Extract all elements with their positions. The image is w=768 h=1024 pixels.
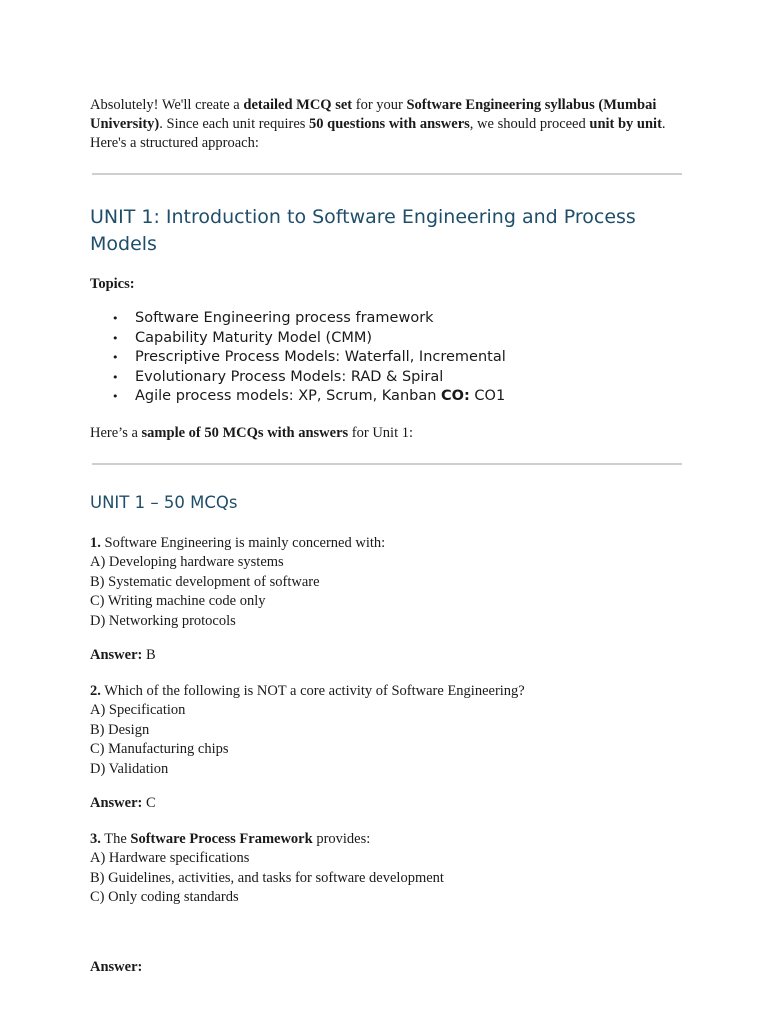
intro-paragraph [90, 96, 690, 153]
topic-text: Prescriptive Process Models: Waterfall, Incremental [135, 349, 506, 365]
answer-line [90, 794, 156, 813]
sample-paragraph [90, 424, 413, 443]
unit-heading: UNIT 1: Introduction to Software Engineering and Process Models [90, 206, 636, 255]
topic-item [90, 348, 506, 368]
option-d: D) Networking protocols [90, 612, 236, 629]
sample-text: Here’s a [90, 425, 142, 441]
question-block [90, 534, 385, 631]
bullet-icon: • [112, 312, 119, 325]
topic-text: Capability Maturity Model (CMM) [135, 329, 373, 346]
answer-line [90, 646, 156, 665]
option-c: C) Only coding standards [90, 889, 239, 906]
topic-text: Evolutionary Process Models: RAD & Spiral [135, 368, 444, 385]
option-b: B) Systematic development of software [90, 573, 320, 590]
question-text: Which of the following is NOT a core activity of Software Engineering? [100, 683, 525, 699]
bullet-icon: • [112, 331, 119, 345]
horizontal-rule [92, 173, 682, 175]
option-d: D) Validation [90, 760, 169, 777]
topic-item [90, 329, 506, 349]
answer-line [90, 958, 142, 977]
topics-label [90, 275, 135, 294]
topic-item [90, 368, 506, 388]
question-stem [90, 682, 525, 701]
question-number: 3. [90, 831, 101, 847]
topics-label-text: Topics: [90, 276, 135, 292]
co-label: CO: [441, 388, 470, 404]
bullet-icon: • [112, 370, 119, 384]
topic-text: Agile process models: XP, Scrum, Kanban [135, 388, 442, 404]
topic-text: Software Engineering process framework [135, 310, 434, 326]
horizontal-rule [92, 463, 682, 465]
option-c: C) Manufacturing chips [90, 741, 229, 758]
answer-value: C [142, 795, 156, 811]
sample-text: for Unit 1: [348, 425, 413, 441]
question-block [90, 682, 525, 779]
question-stem [90, 534, 385, 553]
question-number: 1. [90, 535, 101, 551]
intro-bold: detailed MCQ set [243, 97, 353, 113]
answer-value: B [142, 647, 156, 663]
intro-text: . Since each unit requires [159, 116, 310, 132]
question-bold: Software Process Framework [130, 831, 313, 847]
co-value: CO1 [469, 388, 506, 404]
intro-text: Absolutely! We'll create a [90, 97, 244, 113]
topic-item [90, 309, 506, 329]
intro-bold: unit by unit [589, 116, 662, 132]
answer-label: Answer: [90, 795, 143, 811]
answer-label: Answer: [90, 959, 143, 975]
intro-bold: Software Engineering syllabus (Mumbai University) [90, 97, 657, 132]
question-text: Software Engineering is mainly concerned with: [100, 535, 386, 551]
question-text: The [100, 831, 131, 847]
option-c: C) Writing machine code only [90, 593, 266, 610]
topic-item [90, 387, 506, 407]
answer-label: Answer: [90, 647, 143, 663]
question-text: provides: [312, 831, 371, 847]
question-block [90, 830, 444, 908]
intro-text: . Here's a structured approach: [90, 116, 666, 151]
intro-text: for your [352, 97, 407, 113]
option-a: A) Specification [90, 702, 186, 719]
mcq-heading: UNIT 1 – 50 MCQs [90, 493, 238, 512]
bullet-icon: • [112, 351, 119, 364]
option-b: B) Design [90, 721, 150, 738]
question-stem [90, 830, 444, 849]
topic-list [90, 309, 506, 407]
intro-bold: 50 questions with answers [309, 116, 470, 132]
option-a: A) Developing hardware systems [90, 554, 284, 571]
option-a: A) Hardware specifications [90, 850, 250, 867]
option-b: B) Guidelines, activities, and tasks for software development [90, 869, 444, 886]
sample-bold: sample of 50 MCQs with answers [141, 425, 349, 441]
question-number: 2. [90, 683, 101, 699]
bullet-icon: • [112, 390, 119, 403]
intro-text: , we should proceed [469, 116, 590, 132]
